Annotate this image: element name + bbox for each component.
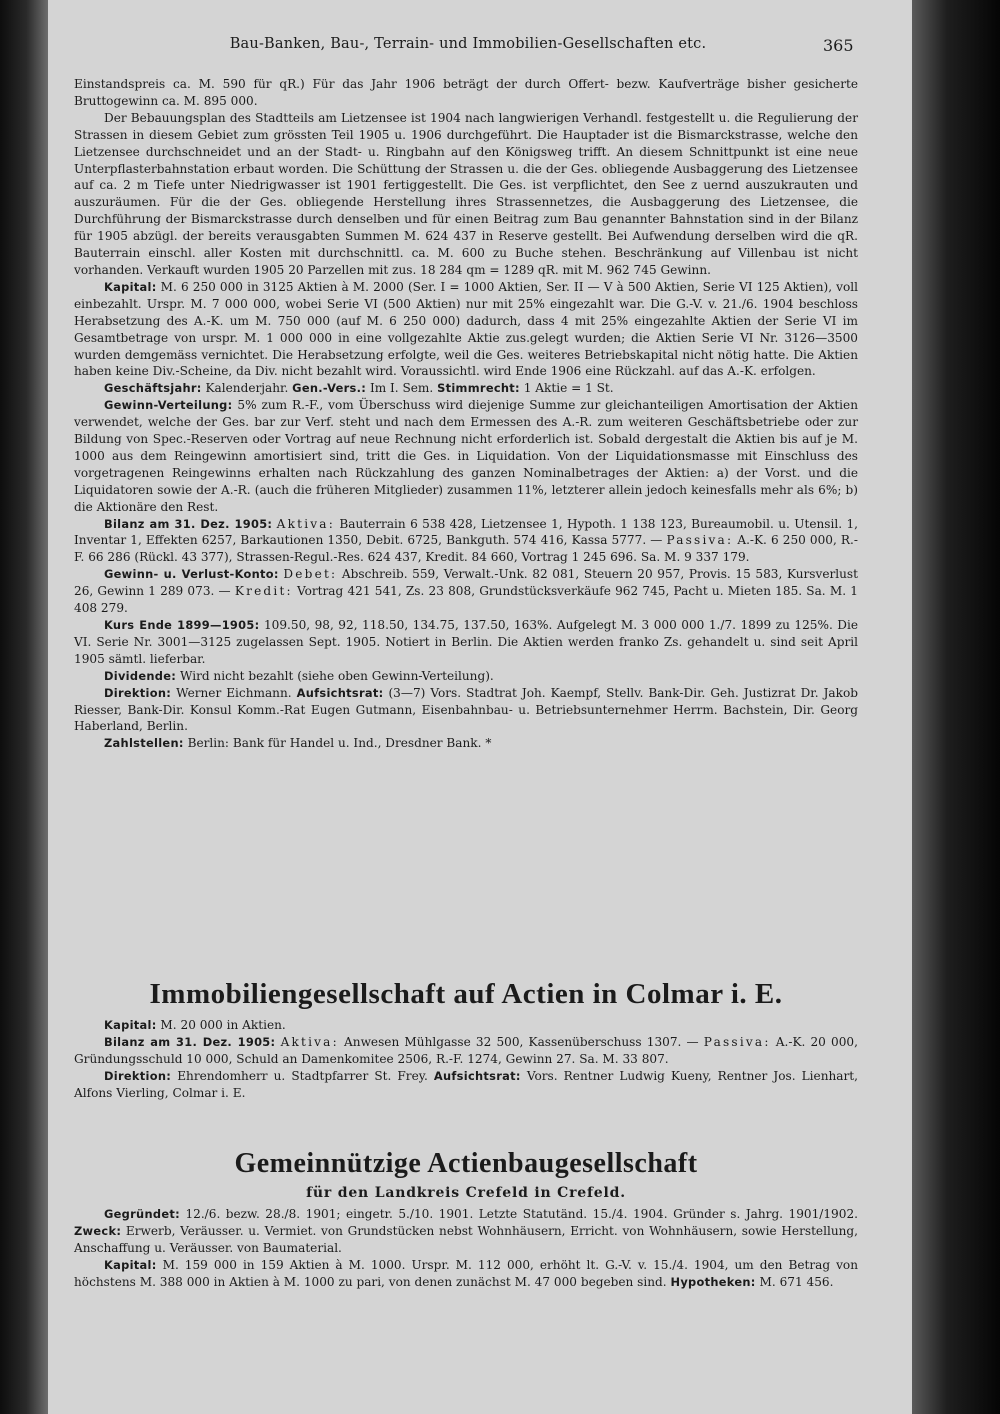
value-zweck: Erwerb, Veräusser. u. Vermiet. von Grundstücken nebst Wohnhäusern, Erricht. von Wohnhäusern, sowie Herstellung, Anschaffung u. Veräusser. von Baumaterial.	[74, 1223, 858, 1255]
entry-gegruendet	[74, 1206, 858, 1257]
label-direktion: Direktion:	[104, 685, 172, 700]
entry-dividende	[74, 668, 858, 685]
entry-kapital-2	[74, 1017, 858, 1034]
entry-direktion-2	[74, 1068, 858, 1102]
heading-gemeinnuetzige-actienbaugesellschaft: Gemeinnützige Actienbaugesellschaft	[234, 1148, 698, 1179]
label-direktion-2: Direktion:	[104, 1068, 172, 1083]
entry-kapital	[74, 279, 858, 380]
label-kapital: Kapital:	[104, 279, 157, 294]
label-bilanz: Bilanz am 31. Dez. 1905:	[104, 516, 273, 531]
label-dividende: Dividende:	[104, 668, 177, 683]
label-bilanz-2: Bilanz am 31. Dez. 1905:	[104, 1034, 276, 1049]
entry-bilanz-2	[74, 1034, 858, 1068]
value-geschaeftsjahr: Kalenderjahr.	[205, 381, 289, 396]
value-hypotheken: M. 671 456.	[759, 1274, 834, 1289]
label-stimmrecht: Stimmrecht:	[437, 381, 520, 396]
entry-zahlstellen	[74, 735, 858, 752]
value-aktiva: Bauterrain 6 538 428, Lietzensee 1, Hypoth. 1 138 123, Bureaumobil. u. Utensil. 1, Inventar 1, Effekten 6257, Barkautionen 1350, Debit. 6725, Bankguth. 574 416, Kassa 5777.	[74, 516, 858, 548]
label-gen-vers: Gen.-Vers.:	[292, 381, 367, 396]
value-stimmrecht: 1 Aktie = 1 St.	[523, 381, 614, 396]
heading-immobiliengesellschaft-colmar: Immobiliengesellschaft auf Actien in Colmar i. E.	[149, 978, 783, 1010]
value-aufsichtsrat: (3—7) Vors. Stadtrat Joh. Kaempf, Stellv. Bank-Dir. Geh. Justizrat Dr. Jakob Riesser, Bank-Dir. Konsul Komm.-Rat Eugen Gutmann, Eisenbahnbau- u. Betriebsunternehmer Herrm. Bachstein, Dir. Georg Haberland, Berlin.	[74, 685, 858, 734]
label-aufsichtsrat: Aufsichtsrat:	[296, 685, 384, 700]
label-guv: Gewinn- u. Verlust-Konto:	[104, 567, 279, 582]
label-kredit: Kredit:	[234, 584, 293, 599]
label-aktiva-2: Aktiva:	[280, 1034, 339, 1049]
value-passiva: A.-K. 6 250 000, R.-F. 66 286 (Rückl. 43 377), Strassen-Regul.-Res. 624 437, Kredit. 84 660, Vortrag 1 245 696. Sa. M. 9 337 179.	[74, 533, 858, 565]
entry-geschaeftsjahr	[74, 380, 858, 397]
entry-gewinn-verlust-konto: Gewinn- u. Verlust-Konto: Debet: Abschreib. 559, Verwalt.-Unk. 82 081, Steuern 20 957, Provis. 15 583, Kursverlust 26, Gewinn 1 289 073. — Kredit: Vortrag 421 541, Zs. 23 808, Grundstücksverkäufe 962 745, Pacht u. Mieten 185. Sa. M. 1 408 279.	[74, 567, 858, 616]
label-aufsichtsrat-2: Aufsichtsrat:	[433, 1068, 521, 1083]
subheading-landkreis-crefeld: für den Landkreis Crefeld in Crefeld.	[306, 1185, 626, 1201]
value-gewinn-verteilung: 5% zum R.-F., vom Überschuss wird diejenige Summe zur gleichanteiligen Amortisation der Aktien verwendet, welche der Ges. bar zur Verf. steht und nach dem Ermessen des A.-R. zum weiteren Geschäftsbetriebe oder zur Bildung von Spec.-Reserven oder Vortrag auf neue Rechnung nicht erforderlich ist. Sobald dergestalt die Aktien bis auf je M. 1000 aus dem Reingewinn amortisiert sind, tritt die Ges. in Liquidation. Von der Liquidationsmasse mit Einschluss des vorgetragenen Reingewinns erhalten nach Rückzahlung des ganzen Nominalbetrages der Aktien: a) der Vorst. und die Liquidatoren sowie der A.-R. (auch die früheren Mitglieder) zusammen 11%, letzterer allein jedoch keinesfalls mehr als 6%; b) die Aktionäre den Rest.	[74, 398, 858, 514]
label-geschaeftsjahr: Geschäftsjahr:	[104, 381, 202, 396]
label-gegruendet: Gegründet:	[104, 1207, 180, 1221]
value-dividende: Wird nicht bezahlt (siehe oben Gewinn-Verteilung).	[179, 668, 494, 683]
value-direktion-2: Ehrendomherr u. Stadtpfarrer St. Frey.	[177, 1068, 428, 1083]
running-head: Bau-Banken, Bau-, Terrain- und Immobilien-Gesellschaften etc.	[229, 36, 707, 52]
value-zahlstellen: Berlin: Bank für Handel u. Ind., Dresdner Bank. *	[187, 736, 492, 751]
company-3-entry	[74, 1206, 858, 1291]
label-zahlstellen: Zahlstellen:	[104, 736, 184, 751]
label-debet: Debet:	[283, 567, 338, 582]
entry-kapital-3	[74, 1257, 858, 1291]
entry-kurs	[74, 617, 858, 668]
label-aktiva: Aktiva:	[276, 516, 335, 531]
value-aktiva-2: Anwesen Mühlgasse 32 500, Kassenüberschuss 1307. —	[344, 1034, 699, 1049]
paragraph-bebauungsplan: Der Bebauungsplan des Stadtteils am Lietzensee ist 1904 nach langwierigen Verhandl. festgestellt u. die Regulierung der Strassen in diesem Gebiet zum grössten Teil 1905 u. 1906 durchgeführt. Die Hauptader ist die Bismarckstrasse, welche den Lietzensee durchschneidet und an der Stadt- u. Ringbahn auf den Königsweg trifft. An diesem Schnittpunkt ist eine neue Unterpflasterbahnstation erbaut worden. Die Schüttung der Strassen u. die der Ges. obliegende Ausbaggerung des Lietzensee auf ca. 2 m Tiefe unter Niedrigwasser ist 1901 fertiggestellt. Die Ges. ist verpflichtet, den See z uernd auszukrauten und auszuräumen. Für die der Ges. obliegende Herstellung ihres Strassennetzes, die Ausbaggerung des Lietzensee, die Durchführung der Bismarckstrasse durch denselben und für einen Beitrag zum Bau genannter Bahnstation sind in der Bilanz für 1905 abzügl. der bereits verausgabten Summen M. 624 437 in Reserve gestellt. Bei Aufwendung derselben wird die qR. Bauterrain einschl. aller Kosten mit durchschnittl. ca. M. 600 zu Buche stehen. Beschränkung auf Villenbau ist nicht vorhanden. Verkauft wurden 1905 20 Parzellen mit zus. 18 284 qm = 1289 qR. mit M. 962 745 Gewinn.	[74, 110, 858, 277]
value-passiva-2: A.-K. 20 000, Gründungsschuld 10 000, Schuld an Damenkomitee 2506, R.-F. 1274, Gewinn 27. Sa. M. 33 807.	[74, 1034, 858, 1066]
value-kapital-3: M. 159 000 in 159 Aktien à M. 1000. Urspr. M. 112 000, erhöht lt. G.-V. v. 15./4. 1904, um den Betrag von höchstens M. 388 000 in Aktien à M. 1000 zu pari, von denen zunächst M. 47 000 begeben sind.	[74, 1257, 858, 1289]
label-hypotheken: Hypotheken:	[670, 1274, 756, 1289]
value-gegruendet: 12./6. bezw. 28./8. 1901; eingetr. 5./10. 1901. Letzte Statutänd. 15./4. 1904. Gründer s. Jahrg. 1901/1902.	[185, 1207, 858, 1221]
label-kurs: Kurs Ende 1899—1905:	[104, 618, 260, 632]
value-kapital: M. 6 250 000 in 3125 Aktien à M. 2000 (Ser. I = 1000 Aktien, Ser. II — V à 500 Aktien, Serie VI 125 Aktien), voll einbezahlt. Urspr. M. 7 000 000, wobei Serie VI (500 Aktien) nur mit 25% eingezahlt war. Die G.-V. v. 21./6. 1904 beschloss Herabsetzung des A.-K. um M. 750 000 (auf M. 6 250 000) dadurch, dass 4 mit 25% eingezahlte Aktien der Serie VI im Gesamtbetrage von urspr. M. 1 000 000 in eine vollgezahlte Aktie zus.gelegt wurden; die Aktien Serie VI Nr. 3126—3500 wurden demgemäss vernichtet. Die Herabsetzung erfolgte, weil die Ges. weiteres Betriebskapital nicht nötig hatte. Die Aktien haben keine Div.-Scheine, da Div. nicht bezahlt wird. Voraussichtl. wird Ende 1906 eine Rückzahl. auf das A.-K. erfolgen.	[74, 279, 858, 379]
paragraph-einstandspreis: Einstandspreis ca. M. 590 für qR.) Für das Jahr 1906 beträgt der durch Offert- bezw. Kaufverträge bisher gesicherte Bruttogewinn ca. M. 895 000.	[74, 77, 858, 108]
entry-bilanz: Bilanz am 31. Dez. 1905: Aktiva: Bauterrain 6 538 428, Lietzensee 1, Hypoth. 1 138 123, Bureaumobil. u. Utensil. 1, Inventar 1, Effekten 6257, Barkautionen 1350, Debit. 6725, Bankguth. 574 416, Kassa 5777. — Passiva: A.-K. 6 250 000, R.-F. 66 286 (Rückl. 43 377), Strassen-Regul.-Res. 624 437, Kredit. 84 660, Vortrag 1 245 696. Sa. M. 9 337 179.	[74, 516, 858, 565]
page-number: 365	[823, 36, 854, 55]
value-kurs: 109.50, 98, 92, 118.50, 134.75, 137.50, 163%. Aufgelegt M. 3 000 000 1./7. 1899 zu 125%. Die VI. Serie Nr. 3001—3125 zugelassen Sept. 1905. Notiert in Berlin. Die Aktien werden franko Zs. gehandelt u. sind seit April 1905 sämtl. lieferbar.	[74, 618, 858, 666]
label-zweck: Zweck:	[74, 1223, 122, 1238]
entry-direktion	[74, 685, 858, 736]
value-debet: Abschreib. 559, Verwalt.-Unk. 82 081, Steuern 20 957, Provis. 15 583, Kursverlust 26, Gewinn 1 289 073.	[74, 567, 858, 599]
label-passiva-2: Passiva:	[703, 1034, 771, 1049]
value-direktion: Werner Eichmann.	[176, 685, 292, 700]
label-passiva: Passiva:	[666, 533, 734, 548]
value-gen-vers: Im I. Sem.	[369, 381, 434, 396]
document-page	[48, 0, 912, 1414]
label-kapital-3: Kapital:	[104, 1257, 157, 1272]
label-kapital-2: Kapital:	[104, 1018, 157, 1032]
value-aufsichtsrat-2: Vors. Rentner Ludwig Kueny, Rentner Jos. Lienhart, Alfons Vierling, Colmar i. E.	[74, 1068, 858, 1100]
value-kredit: Vortrag 421 541, Zs. 23 808, Grundstücksverkäufe 962 745, Pacht u. Mieten 185. Sa. M. 1 408 279.	[74, 584, 858, 616]
value-kapital-2: M. 20 000 in Aktien.	[160, 1018, 286, 1032]
scan-right-edge	[912, 0, 1000, 1414]
company-2-entry	[74, 1017, 858, 1102]
scan-left-edge	[0, 0, 48, 1414]
entry-gewinn-verteilung	[74, 397, 858, 515]
label-gewinn-verteilung: Gewinn-Verteilung:	[104, 398, 233, 413]
company-1-entry	[74, 76, 858, 752]
